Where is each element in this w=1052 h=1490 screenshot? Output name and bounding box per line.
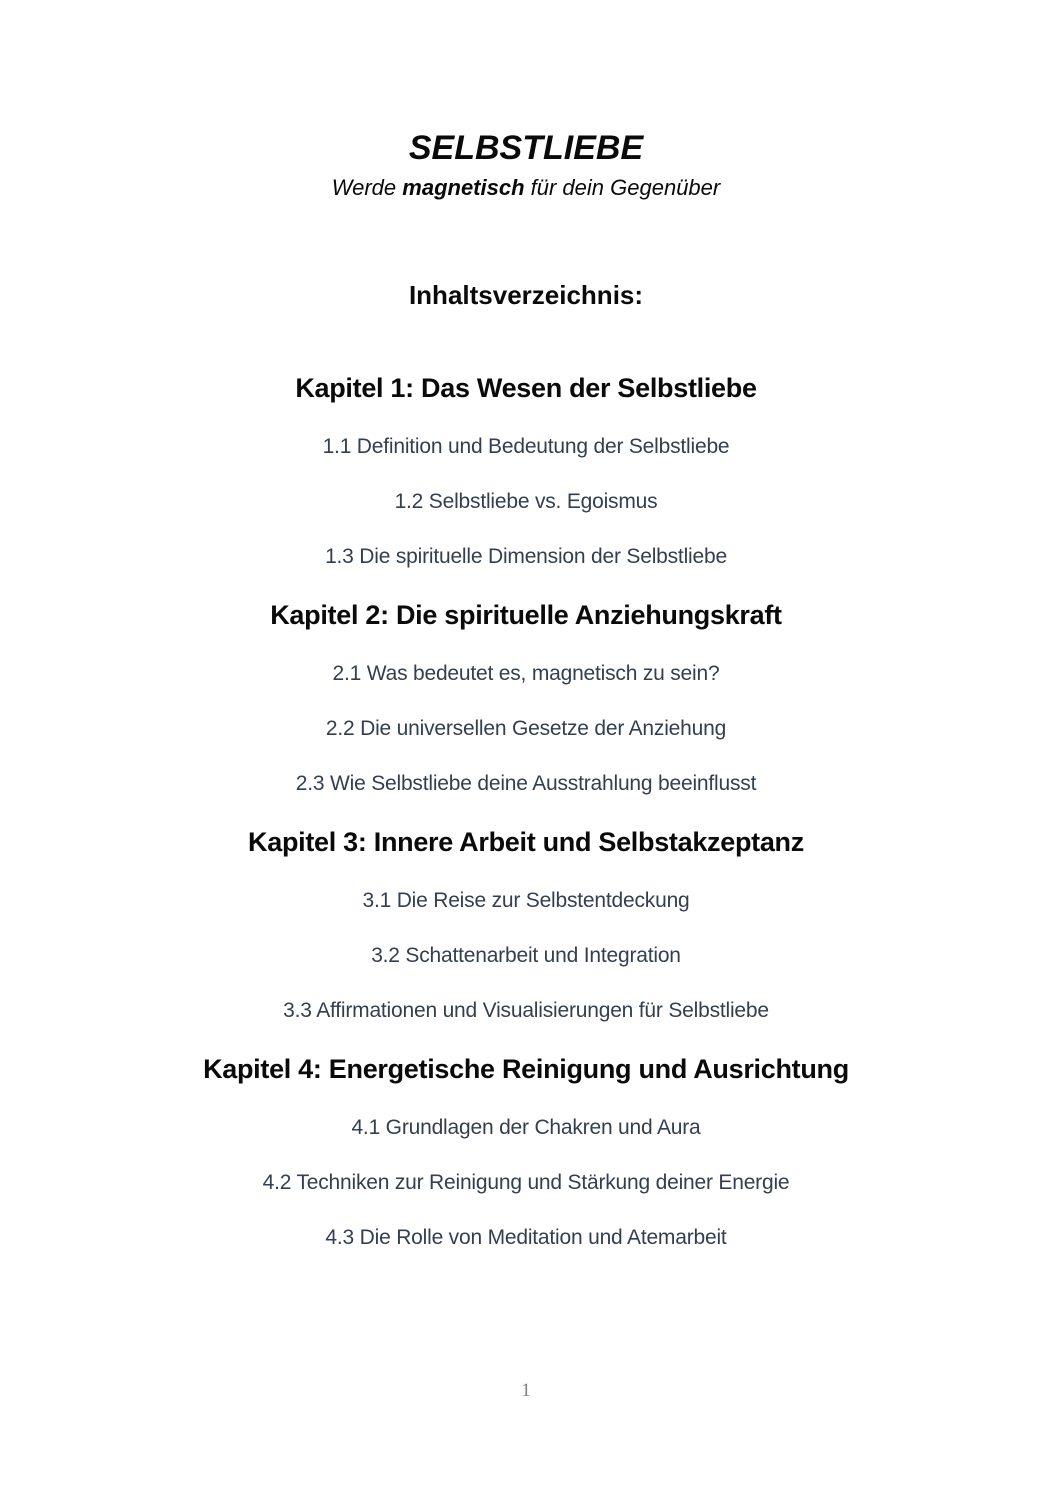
- toc-item-1-3: 1.3 Die spirituelle Dimension der Selbstliebe: [325, 545, 727, 568]
- subtitle-emphasis: magnetisch: [402, 175, 525, 200]
- toc-item-3-2: 3.2 Schattenarbeit und Integration: [371, 944, 681, 967]
- toc-item-2-1: 2.1 Was bedeutet es, magnetisch zu sein?: [332, 662, 720, 685]
- toc-chapter-2: Kapitel 2: Die spirituelle Anziehungskraft: [270, 600, 782, 630]
- toc-item-4-2: 4.2 Techniken zur Reinigung und Stärkung deiner Energie: [262, 1171, 790, 1194]
- page-number: 1: [521, 1380, 531, 1401]
- toc-chapter-3: Kapitel 3: Innere Arbeit und Selbstakzeptanz: [248, 827, 804, 857]
- toc-heading: Inhaltsverzeichnis:: [408, 280, 644, 310]
- toc-item-3-1: 3.1 Die Reise zur Selbstentdeckung: [362, 889, 690, 912]
- toc-item-2-3: 2.3 Wie Selbstliebe deine Ausstrahlung beeinflusst: [295, 772, 757, 795]
- toc-item-4-1: 4.1 Grundlagen der Chakren und Aura: [351, 1116, 701, 1139]
- document-title: SELBSTLIEBE: [408, 129, 644, 167]
- subtitle-prefix: Werde: [331, 175, 403, 200]
- toc-chapter-1: Kapitel 1: Das Wesen der Selbstliebe: [295, 373, 757, 403]
- toc-item-1-1: 1.1 Definition und Bedeutung der Selbstliebe: [322, 435, 730, 458]
- toc-item-1-2: 1.2 Selbstliebe vs. Egoismus: [394, 490, 658, 513]
- subtitle-suffix: für dein Gegenüber: [524, 175, 721, 200]
- toc-item-4-3: 4.3 Die Rolle von Meditation und Atemarbeit: [325, 1226, 727, 1249]
- document-subtitle: [0, 173, 1052, 203]
- toc-list: [0, 357, 1052, 1265]
- toc-item-2-2: 2.2 Die universellen Gesetze der Anziehung: [325, 717, 727, 740]
- toc-chapter-4: Kapitel 4: Energetische Reinigung und Ausrichtung: [203, 1054, 849, 1084]
- toc-item-3-3: 3.3 Affirmationen und Visualisierungen für Selbstliebe: [283, 999, 769, 1022]
